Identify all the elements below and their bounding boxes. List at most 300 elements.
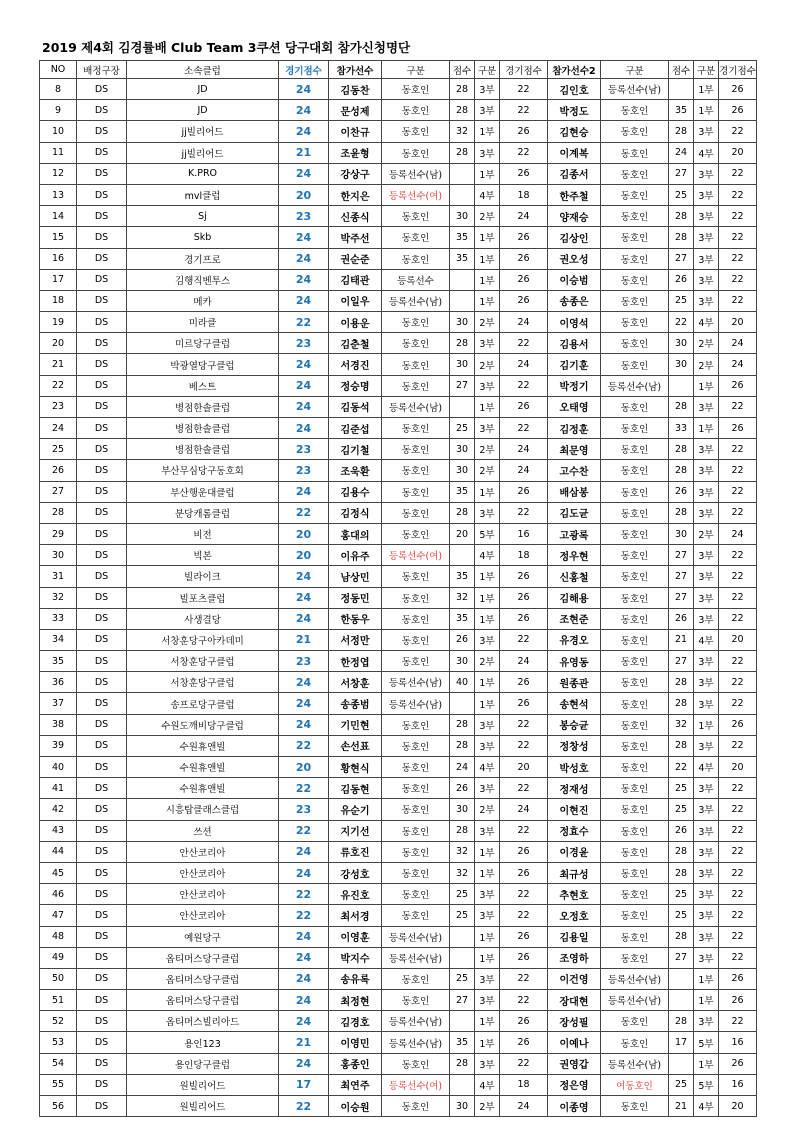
cell-player2: 양재승 [548, 206, 601, 227]
cell-category1: 동호인 [382, 142, 450, 163]
table-row [40, 333, 757, 354]
cell-player1: 김태관 [329, 269, 382, 290]
cell-points1: 28 [450, 79, 475, 100]
table-row [40, 990, 757, 1011]
cell-player2: 최규성 [548, 862, 601, 883]
cell-division1: 1부 [475, 269, 500, 290]
table-row [40, 566, 757, 587]
cell-match-score: 24 [279, 248, 329, 269]
cell-no: 30 [40, 545, 77, 566]
cell-points1: 28 [450, 142, 475, 163]
cell-division2: 1부 [694, 375, 719, 396]
cell-game-score1: 20 [500, 757, 548, 778]
cell-category2: 동호인 [601, 693, 669, 714]
table-row [40, 1032, 757, 1053]
cell-points1: 30 [450, 1096, 475, 1117]
cell-venue: DS [77, 587, 127, 608]
cell-player1: 서정만 [329, 629, 382, 650]
cell-game-score1: 26 [500, 396, 548, 417]
cell-venue: DS [77, 481, 127, 502]
header-division2: 구분 [694, 61, 719, 79]
cell-division2: 4부 [694, 1096, 719, 1117]
cell-player1: 이일우 [329, 290, 382, 311]
cell-venue: DS [77, 184, 127, 205]
cell-points2: 25 [669, 799, 694, 820]
cell-division1: 3부 [475, 100, 500, 121]
cell-match-score: 24 [279, 587, 329, 608]
cell-player2: 이종영 [548, 1096, 601, 1117]
cell-venue: DS [77, 502, 127, 523]
cell-player1: 조윤형 [329, 142, 382, 163]
cell-game-score2: 22 [719, 566, 757, 587]
cell-club: 서창훈당구클럽 [127, 672, 279, 693]
cell-match-score: 22 [279, 312, 329, 333]
cell-player2: 김현승 [548, 121, 601, 142]
table-row [40, 163, 757, 184]
cell-club: 병점한솔클럽 [127, 418, 279, 439]
cell-club: 병점한솔클럽 [127, 396, 279, 417]
cell-category2: 동호인 [601, 735, 669, 756]
cell-match-score: 23 [279, 439, 329, 460]
cell-division2: 3부 [694, 693, 719, 714]
cell-points2: 35 [669, 100, 694, 121]
cell-club: 예원당구 [127, 926, 279, 947]
cell-match-score: 21 [279, 629, 329, 650]
table-row [40, 651, 757, 672]
cell-game-score2: 22 [719, 820, 757, 841]
cell-player2: 장대현 [548, 990, 601, 1011]
cell-category2: 등록선수(남) [601, 1053, 669, 1074]
cell-points2: 27 [669, 248, 694, 269]
cell-venue: DS [77, 672, 127, 693]
cell-match-score: 24 [279, 269, 329, 290]
cell-venue: DS [77, 248, 127, 269]
cell-game-score1: 26 [500, 672, 548, 693]
cell-points2: 25 [669, 1074, 694, 1095]
cell-player2: 이경윤 [548, 841, 601, 862]
table-row [40, 778, 757, 799]
cell-category2: 동호인 [601, 841, 669, 862]
cell-venue: DS [77, 460, 127, 481]
cell-division2: 1부 [694, 100, 719, 121]
cell-points1: 27 [450, 990, 475, 1011]
cell-division1: 3부 [475, 884, 500, 905]
cell-venue: DS [77, 884, 127, 905]
cell-category2: 동호인 [601, 1011, 669, 1032]
table-row [40, 820, 757, 841]
cell-game-score1: 26 [500, 481, 548, 502]
cell-points2: 25 [669, 884, 694, 905]
cell-match-score: 24 [279, 79, 329, 100]
cell-club: 원빌리어드 [127, 1096, 279, 1117]
cell-division2: 3부 [694, 587, 719, 608]
cell-player1: 한정엽 [329, 651, 382, 672]
cell-game-score2: 26 [719, 100, 757, 121]
cell-division2: 3부 [694, 206, 719, 227]
cell-no: 52 [40, 1011, 77, 1032]
table-row [40, 714, 757, 735]
cell-no: 39 [40, 735, 77, 756]
cell-division2: 3부 [694, 862, 719, 883]
cell-club: 송프로당구클럽 [127, 693, 279, 714]
cell-game-score1: 22 [500, 100, 548, 121]
cell-category1: 동호인 [382, 841, 450, 862]
cell-division1: 4부 [475, 1074, 500, 1095]
cell-player1: 유진호 [329, 884, 382, 905]
cell-points1: 28 [450, 1053, 475, 1074]
table-row [40, 735, 757, 756]
cell-game-score1: 26 [500, 290, 548, 311]
cell-game-score1: 24 [500, 439, 548, 460]
cell-game-score2: 26 [719, 968, 757, 989]
cell-club: 베스트 [127, 375, 279, 396]
cell-category1: 동호인 [382, 629, 450, 650]
table-row [40, 629, 757, 650]
cell-points1: 35 [450, 1032, 475, 1053]
cell-club: 부산무심당구동호회 [127, 460, 279, 481]
cell-game-score1: 26 [500, 947, 548, 968]
cell-points2: 28 [669, 439, 694, 460]
cell-player2: 박정도 [548, 100, 601, 121]
cell-points2: 17 [669, 1032, 694, 1053]
cell-venue: DS [77, 163, 127, 184]
cell-match-score: 24 [279, 841, 329, 862]
cell-player1: 김정식 [329, 502, 382, 523]
header-category2: 구분 [601, 61, 669, 79]
cell-game-score2: 22 [719, 460, 757, 481]
cell-points2: 32 [669, 714, 694, 735]
cell-points2: 28 [669, 735, 694, 756]
cell-no: 56 [40, 1096, 77, 1117]
table-row [40, 121, 757, 142]
cell-venue: DS [77, 990, 127, 1011]
table-row [40, 947, 757, 968]
cell-club: 옵티머스당구클럽 [127, 947, 279, 968]
table-row [40, 608, 757, 629]
header-points1: 점수 [450, 61, 475, 79]
cell-game-score1: 26 [500, 121, 548, 142]
cell-game-score1: 22 [500, 333, 548, 354]
cell-points2: 26 [669, 608, 694, 629]
cell-no: 33 [40, 608, 77, 629]
cell-player2: 이승범 [548, 269, 601, 290]
cell-match-score: 24 [279, 354, 329, 375]
cell-division1: 1부 [475, 248, 500, 269]
cell-game-score2: 20 [719, 312, 757, 333]
cell-no: 38 [40, 714, 77, 735]
cell-category2: 동호인 [601, 481, 669, 502]
cell-no: 19 [40, 312, 77, 333]
cell-category2: 동호인 [601, 312, 669, 333]
cell-division2: 3부 [694, 735, 719, 756]
cell-player2: 김인호 [548, 79, 601, 100]
cell-points1: 28 [450, 820, 475, 841]
cell-division1: 1부 [475, 396, 500, 417]
cell-points2: 28 [669, 926, 694, 947]
cell-points1: 32 [450, 121, 475, 142]
table-row [40, 757, 757, 778]
cell-category2: 동호인 [601, 354, 669, 375]
header-points2: 점수 [669, 61, 694, 79]
cell-venue: DS [77, 396, 127, 417]
cell-category1: 동호인 [382, 206, 450, 227]
cell-player1: 김동현 [329, 778, 382, 799]
cell-player2: 정우현 [548, 545, 601, 566]
table-header-row [40, 61, 757, 79]
cell-match-score: 23 [279, 651, 329, 672]
cell-category1: 동호인 [382, 523, 450, 544]
cell-division1: 1부 [475, 1011, 500, 1032]
cell-points1 [450, 1074, 475, 1095]
cell-category1: 동호인 [382, 333, 450, 354]
cell-points2: 28 [669, 693, 694, 714]
cell-club: Sj [127, 206, 279, 227]
table-row [40, 375, 757, 396]
cell-points1: 35 [450, 227, 475, 248]
cell-game-score1: 24 [500, 206, 548, 227]
cell-venue: DS [77, 778, 127, 799]
cell-division2: 3부 [694, 545, 719, 566]
cell-player2: 유영동 [548, 651, 601, 672]
cell-player2: 송종은 [548, 290, 601, 311]
header-game-score2: 경기점수 [719, 61, 757, 79]
cell-category2: 여동호인 [601, 1074, 669, 1095]
cell-points2 [669, 79, 694, 100]
cell-no: 49 [40, 947, 77, 968]
cell-division1: 3부 [475, 905, 500, 926]
cell-player1: 조욱환 [329, 460, 382, 481]
cell-game-score2: 20 [719, 757, 757, 778]
cell-venue: DS [77, 566, 127, 587]
cell-player1: 김경호 [329, 1011, 382, 1032]
cell-player1: 이영민 [329, 1032, 382, 1053]
cell-game-score2: 22 [719, 841, 757, 862]
cell-game-score1: 22 [500, 375, 548, 396]
cell-points2: 21 [669, 1096, 694, 1117]
cell-game-score1: 26 [500, 926, 548, 947]
cell-points2: 27 [669, 163, 694, 184]
cell-category1: 동호인 [382, 778, 450, 799]
cell-game-score2: 22 [719, 269, 757, 290]
cell-category2: 동호인 [601, 714, 669, 735]
cell-match-score: 24 [279, 121, 329, 142]
cell-player2: 박성호 [548, 757, 601, 778]
cell-points2: 27 [669, 587, 694, 608]
cell-player1: 박주선 [329, 227, 382, 248]
cell-player1: 이유주 [329, 545, 382, 566]
cell-division1: 1부 [475, 290, 500, 311]
cell-division1: 4부 [475, 184, 500, 205]
cell-no: 32 [40, 587, 77, 608]
cell-venue: DS [77, 947, 127, 968]
cell-category1: 동호인 [382, 884, 450, 905]
cell-category2: 동호인 [601, 587, 669, 608]
cell-player2: 권영갑 [548, 1053, 601, 1074]
cell-club: 수원휴앤빌 [127, 778, 279, 799]
cell-player1: 김용수 [329, 481, 382, 502]
cell-points1: 30 [450, 460, 475, 481]
cell-game-score1: 26 [500, 163, 548, 184]
cell-player2: 이예나 [548, 1032, 601, 1053]
cell-club: 서창훈당구아카데미 [127, 629, 279, 650]
cell-venue: DS [77, 354, 127, 375]
header-venue: 배정구장 [77, 61, 127, 79]
cell-game-score1: 26 [500, 862, 548, 883]
cell-player2: 고광록 [548, 523, 601, 544]
cell-game-score1: 18 [500, 184, 548, 205]
cell-match-score: 24 [279, 396, 329, 417]
cell-club: 수원도깨비당구클럽 [127, 714, 279, 735]
cell-category2: 동호인 [601, 142, 669, 163]
cell-points2: 24 [669, 142, 694, 163]
cell-division2: 4부 [694, 629, 719, 650]
cell-points1: 30 [450, 439, 475, 460]
cell-game-score1: 26 [500, 1011, 548, 1032]
cell-division1: 2부 [475, 354, 500, 375]
cell-category1: 동호인 [382, 735, 450, 756]
cell-division2: 3부 [694, 799, 719, 820]
cell-club: mvl클럽 [127, 184, 279, 205]
cell-category2: 등록선수(남) [601, 990, 669, 1011]
cell-category1: 동호인 [382, 100, 450, 121]
cell-division1: 2부 [475, 1096, 500, 1117]
cell-player2: 송현석 [548, 693, 601, 714]
header-category1: 구분 [382, 61, 450, 79]
cell-game-score1: 26 [500, 693, 548, 714]
cell-game-score2: 22 [719, 947, 757, 968]
cell-division2: 5부 [694, 1032, 719, 1053]
cell-division1: 1부 [475, 481, 500, 502]
cell-points1 [450, 269, 475, 290]
cell-points1 [450, 184, 475, 205]
table-row [40, 884, 757, 905]
cell-category1: 동호인 [382, 651, 450, 672]
cell-points2: 27 [669, 545, 694, 566]
cell-category1: 등록선수(남) [382, 693, 450, 714]
cell-player1: 김준섭 [329, 418, 382, 439]
cell-division1: 3부 [475, 990, 500, 1011]
cell-no: 29 [40, 523, 77, 544]
cell-player2: 이건영 [548, 968, 601, 989]
cell-player2: 김종서 [548, 163, 601, 184]
cell-points2: 30 [669, 523, 694, 544]
cell-player1: 서경진 [329, 354, 382, 375]
table-row [40, 79, 757, 100]
cell-category1: 동호인 [382, 862, 450, 883]
cell-game-score2: 22 [719, 481, 757, 502]
cell-match-score: 24 [279, 693, 329, 714]
cell-player1: 기민현 [329, 714, 382, 735]
cell-player2: 김용서 [548, 333, 601, 354]
cell-category2: 동호인 [601, 799, 669, 820]
cell-division2: 1부 [694, 968, 719, 989]
cell-player2: 권오성 [548, 248, 601, 269]
table-body [40, 79, 757, 1117]
table-row [40, 905, 757, 926]
cell-points2: 26 [669, 481, 694, 502]
cell-player2: 배삼봉 [548, 481, 601, 502]
cell-division1: 3부 [475, 735, 500, 756]
cell-category1: 동호인 [382, 587, 450, 608]
cell-points1: 26 [450, 629, 475, 650]
cell-player1: 강상구 [329, 163, 382, 184]
cell-player2: 정효수 [548, 820, 601, 841]
cell-player2: 정재성 [548, 778, 601, 799]
cell-match-score: 24 [279, 227, 329, 248]
cell-game-score2: 22 [719, 184, 757, 205]
cell-match-score: 24 [279, 672, 329, 693]
cell-points1: 30 [450, 312, 475, 333]
cell-venue: DS [77, 1011, 127, 1032]
cell-points1 [450, 290, 475, 311]
cell-player1: 홍종인 [329, 1053, 382, 1074]
cell-category1: 동호인 [382, 502, 450, 523]
table-row [40, 396, 757, 417]
table-row [40, 502, 757, 523]
cell-division2: 3부 [694, 290, 719, 311]
cell-no: 10 [40, 121, 77, 142]
table-row [40, 184, 757, 205]
cell-player1: 문성제 [329, 100, 382, 121]
cell-match-score: 24 [279, 990, 329, 1011]
cell-match-score: 24 [279, 1053, 329, 1074]
cell-no: 50 [40, 968, 77, 989]
cell-game-score2: 22 [719, 693, 757, 714]
cell-player1: 이영훈 [329, 926, 382, 947]
cell-player2: 이영석 [548, 312, 601, 333]
cell-division1: 3부 [475, 79, 500, 100]
cell-player2: 고수찬 [548, 460, 601, 481]
cell-game-score1: 22 [500, 968, 548, 989]
cell-player1: 한동우 [329, 608, 382, 629]
cell-club: 원빌리어드 [127, 1074, 279, 1095]
cell-no: 37 [40, 693, 77, 714]
cell-division2: 3부 [694, 227, 719, 248]
cell-points1: 25 [450, 418, 475, 439]
cell-match-score: 20 [279, 545, 329, 566]
cell-player2: 한주철 [548, 184, 601, 205]
cell-category1: 등록선수(남) [382, 672, 450, 693]
cell-game-score2: 22 [719, 926, 757, 947]
cell-division1: 1부 [475, 566, 500, 587]
cell-club: jj빌리어드 [127, 142, 279, 163]
cell-points1: 26 [450, 778, 475, 799]
cell-points1 [450, 926, 475, 947]
cell-points2: 25 [669, 905, 694, 926]
cell-category1: 동호인 [382, 905, 450, 926]
cell-club: Skb [127, 227, 279, 248]
cell-division2: 4부 [694, 312, 719, 333]
table-row [40, 545, 757, 566]
cell-division1: 2부 [475, 439, 500, 460]
cell-division1: 2부 [475, 799, 500, 820]
cell-player1: 권순준 [329, 248, 382, 269]
cell-player2: 최문영 [548, 439, 601, 460]
cell-division1: 3부 [475, 629, 500, 650]
cell-division2: 3부 [694, 184, 719, 205]
cell-match-score: 24 [279, 862, 329, 883]
cell-player1: 박지수 [329, 947, 382, 968]
cell-player2: 김기훈 [548, 354, 601, 375]
cell-player1: 류호진 [329, 841, 382, 862]
cell-category1: 등록선수(남) [382, 1032, 450, 1053]
cell-category1: 동호인 [382, 79, 450, 100]
cell-player2: 김상인 [548, 227, 601, 248]
cell-game-score2: 26 [719, 418, 757, 439]
cell-points1 [450, 163, 475, 184]
cell-venue: DS [77, 905, 127, 926]
cell-division1: 3부 [475, 968, 500, 989]
